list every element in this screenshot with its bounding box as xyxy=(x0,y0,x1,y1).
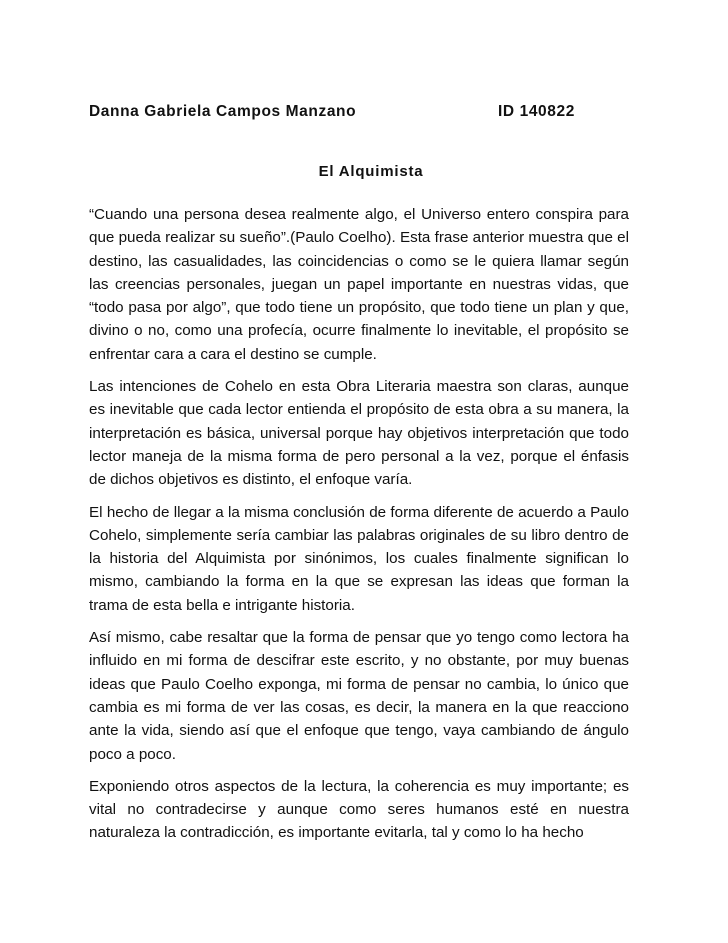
paragraph-3: El hecho de llegar a la misma conclusión de forma diferente de acuerdo a Paulo Cohelo, simplemente sería cambiar las palabras originales de su libro dentro de la historia del Alquimista por sinónimos, los cuales finalmente significan lo mismo, cambiando la forma en la que se expresan las ideas que forman la trama de esta bella e intrigante historia. xyxy=(89,503,629,614)
paragraph-4: Así mismo, cabe resaltar que la forma de pensar que yo tengo como lectora ha influido en mi forma de descifrar este escrito, y no obstante, por muy buenas ideas que Paulo Coelho exponga, mi forma de pensar no cambia, lo único que cambia es mi forma de ver las cosas, es decir, la manera en la que reacciono ante la vida, siendo así que el enfoque que tengo, vaya cambiando de ángulo poco a poco. xyxy=(89,629,629,763)
document-title: El Alquimista xyxy=(318,163,424,180)
paragraph-1: “Cuando una persona desea realmente algo, el Universo entero conspira para que pueda realizar su sueño”.(Paulo Coelho). Esta frase anterior muestra que el destino, las casualidades, las coincidencias o como se le quiera llamar según las creencias personales, juegan un papel importante en nuestras vidas, que “todo pasa por algo”, que todo tiene un propósito, que todo tiene un plan y que, divino o no, como una profecía, ocurre finalmente lo inevitable, el propósito se enfrentar cara a cara el destino se cumple. xyxy=(89,206,629,363)
document-body xyxy=(89,203,629,854)
paragraph-5: Exponiendo otros aspectos de la lectura, la coherencia es muy importante; es vital no contradecirse y aunque como seres humanos esté en nuestra naturaleza la contradicción, es importante evitarla, tal y como lo ha hecho xyxy=(89,777,629,842)
paragraph-2: Las intenciones de Cohelo en esta Obra Literaria maestra son claras, aunque es inevitable que cada lector entienda el propósito de esta obra a su manera, la interpretación es básica, universal porque hay objetivos interpretación que todo lector maneja de la misma forma de pero personal a la vez, porque el énfasis de dichos objetivos es distinto, el enfoque varía. xyxy=(89,378,629,489)
author-name: Danna Gabriela Campos Manzano xyxy=(89,103,357,120)
student-id: ID 140822 xyxy=(498,103,575,120)
